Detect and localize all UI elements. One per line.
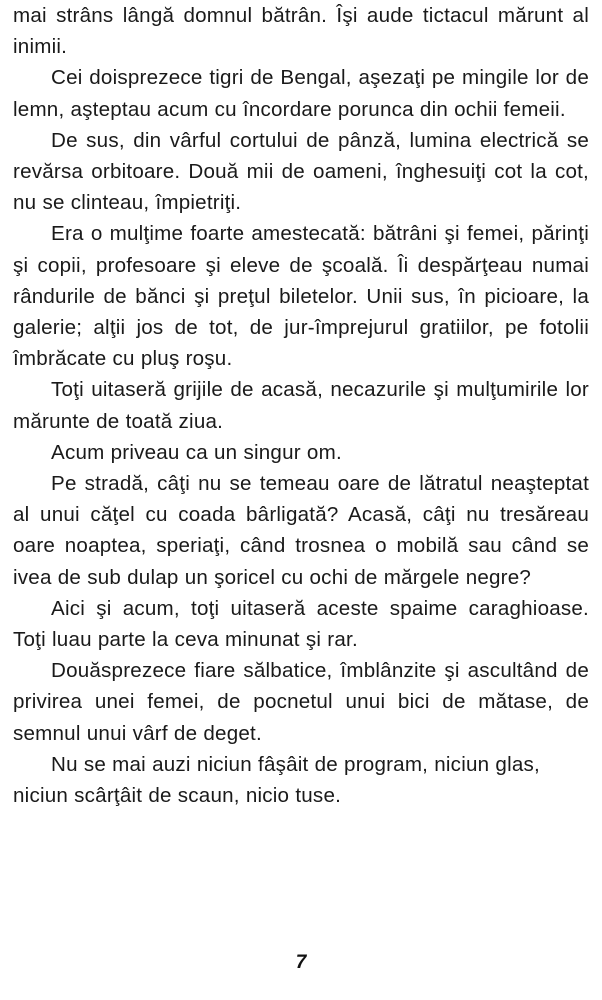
- paragraph-continuation: mai strâns lângă domnul bătrân. Îşi aude tictacul mărunt al inimii.: [13, 4, 589, 59]
- paragraph: De sus, din vârful cortului de pânză, lumina electrică se revărsa orbitoare. Două mii de oameni, înghesuiţi cot la cot, nu se clinteau, împietriţi.: [13, 128, 589, 215]
- paragraph: Era o mulţime foarte amestecată: bătrâni şi femei, părinţi şi copii, profesoare şi eleve de şcoală. Îi despărţeau numai rândurile de bănci şi preţul biletelor. Unii sus, în picioare, la galerie; alţii jos de tot, de jur-împrejurul gratiilor, pe fotolii îmbrăcate cu pluş roşu.: [13, 222, 589, 371]
- paragraph: Toţi uitaseră grijile de acasă, necazurile şi mulţumirile lor mărunte de toată ziua.: [13, 378, 589, 433]
- paragraph: Pe stradă, câţi nu se temeau oare de lătratul neaşteptat al unui căţel cu coada bârligată? Acasă, câţi nu tresăreau oare noaptea, speriaţi, când trosnea o mobilă sau când se ivea de sub dulap un şoricel cu ochi de mărgele negre?: [13, 472, 589, 589]
- paragraph: Douăsprezece fiare sălbatice, îmblânzite şi ascultând de privirea unei femei, de pocnetul unui bici de mătase, de semnul unui vârf de deget.: [13, 659, 589, 745]
- paragraph: Cei doisprezece tigri de Bengal, aşezaţi pe mingile lor de lemn, aşteptau acum cu încordare porunca din ochii femeii.: [13, 66, 589, 121]
- paragraph: Acum priveau ca un singur om.: [51, 440, 342, 464]
- page-number: 7: [295, 952, 307, 973]
- paragraph: Aici şi acum, toţi uitaseră aceste spaime caraghioase. Toţi luau parte la ceva minunat şi rar.: [13, 596, 589, 652]
- page-text-body: [13, 0, 589, 811]
- paragraph: Nu se mai auzi niciun fâşâit de program, niciun glas, niciun scârţâit de scaun, nicio tuse.: [13, 752, 540, 808]
